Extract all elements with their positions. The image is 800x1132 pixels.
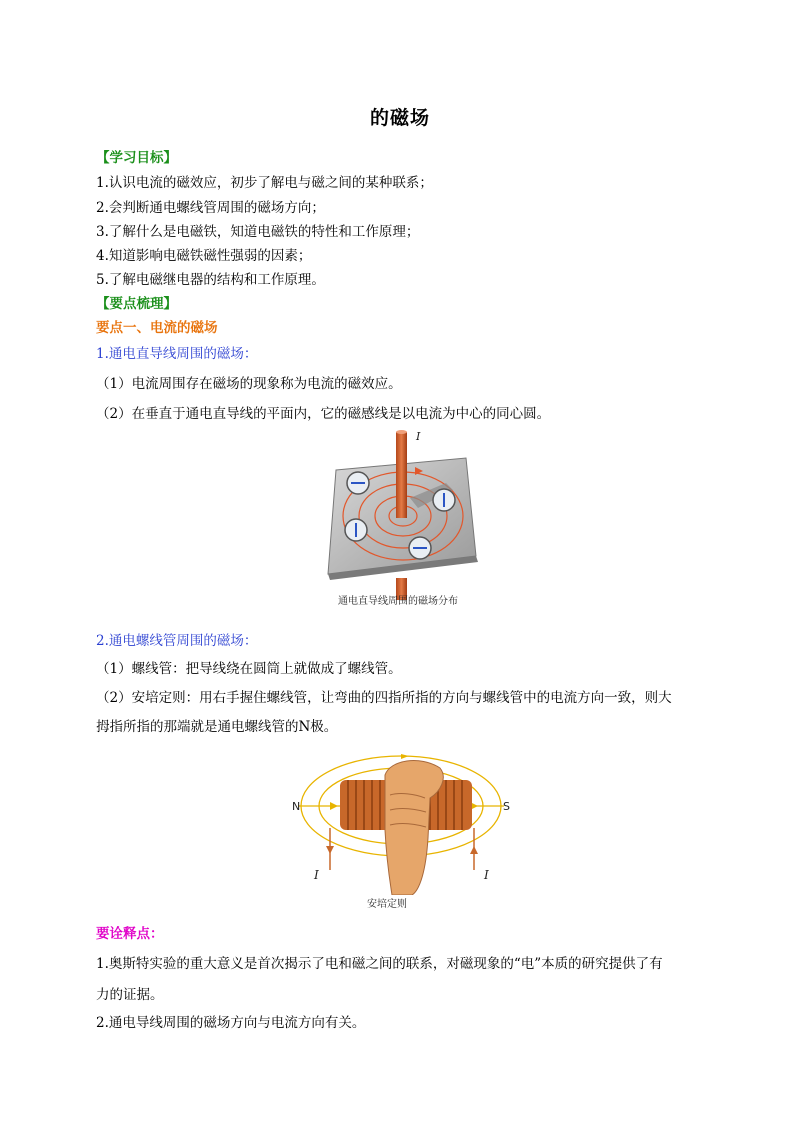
objective-item: 1.认识电流的磁效应，初步了解电与磁之间的某种联系； (96, 175, 433, 191)
figure1-caption: 通电直导线周围的磁场分布 (338, 596, 458, 607)
sub2-item: 拇指所指的那端就是通电螺线管的N极。 (96, 719, 338, 735)
sub2-heading: 2.通电螺线管周围的磁场： (96, 633, 258, 649)
current-label: I (416, 430, 421, 443)
note-item: 力的证据。 (96, 987, 164, 1003)
compass-icon (433, 489, 455, 511)
sub1-item: （1）电流周围存在磁场的现象称为电流的磁效应。 (96, 376, 402, 392)
page-title: 的磁场 (369, 107, 430, 129)
current-label-right: I (484, 868, 489, 882)
compass-icon (345, 519, 367, 541)
objective-item: 5.了解电磁继电器的结构和工作原理。 (96, 272, 325, 288)
ampere-rule-figure (290, 750, 512, 895)
key-points-heading: 【要点梳理】 (96, 296, 177, 312)
north-pole-label: N (292, 800, 301, 813)
sub2-item: （1）螺线管：把导线绕在圆筒上就做成了螺线管。 (96, 661, 402, 677)
compass-icon (409, 537, 431, 559)
current-label-left: I (314, 868, 319, 882)
south-pole-label: S (503, 800, 510, 813)
compass-icon (347, 472, 369, 494)
figure2-caption: 安培定则 (367, 899, 407, 910)
note-item: 2.通电导线周围的磁场方向与电流方向有关。 (96, 1015, 366, 1031)
straight-wire-field-figure (318, 428, 486, 610)
sub1-item: （2）在垂直于通电直导线的平面内，它的磁感线是以电流为中心的同心圆。 (96, 406, 551, 422)
sub2-item: （2）安培定则：用右手握住螺线管，让弯曲的四指所指的方向与螺线管中的电流方向一致，则大 (96, 690, 672, 706)
point1-heading: 要点一、电流的磁场 (96, 320, 218, 336)
objective-item: 3.了解什么是电磁铁，知道电磁铁的特性和工作原理； (96, 224, 420, 240)
sub1-heading: 1.通电直导线周围的磁场： (96, 346, 258, 362)
note-item: 1.奥斯特实验的重大意义是首次揭示了电和磁之间的联系，对磁现象的“电”本质的研究提供了有 (96, 956, 663, 972)
objective-item: 2.会判断通电螺线管周围的磁场方向； (96, 200, 325, 216)
objective-item: 4.知道影响电磁铁磁性强弱的因素； (96, 248, 312, 264)
notes-heading: 要诠释点： (96, 926, 164, 942)
objectives-heading: 【学习目标】 (96, 150, 177, 166)
